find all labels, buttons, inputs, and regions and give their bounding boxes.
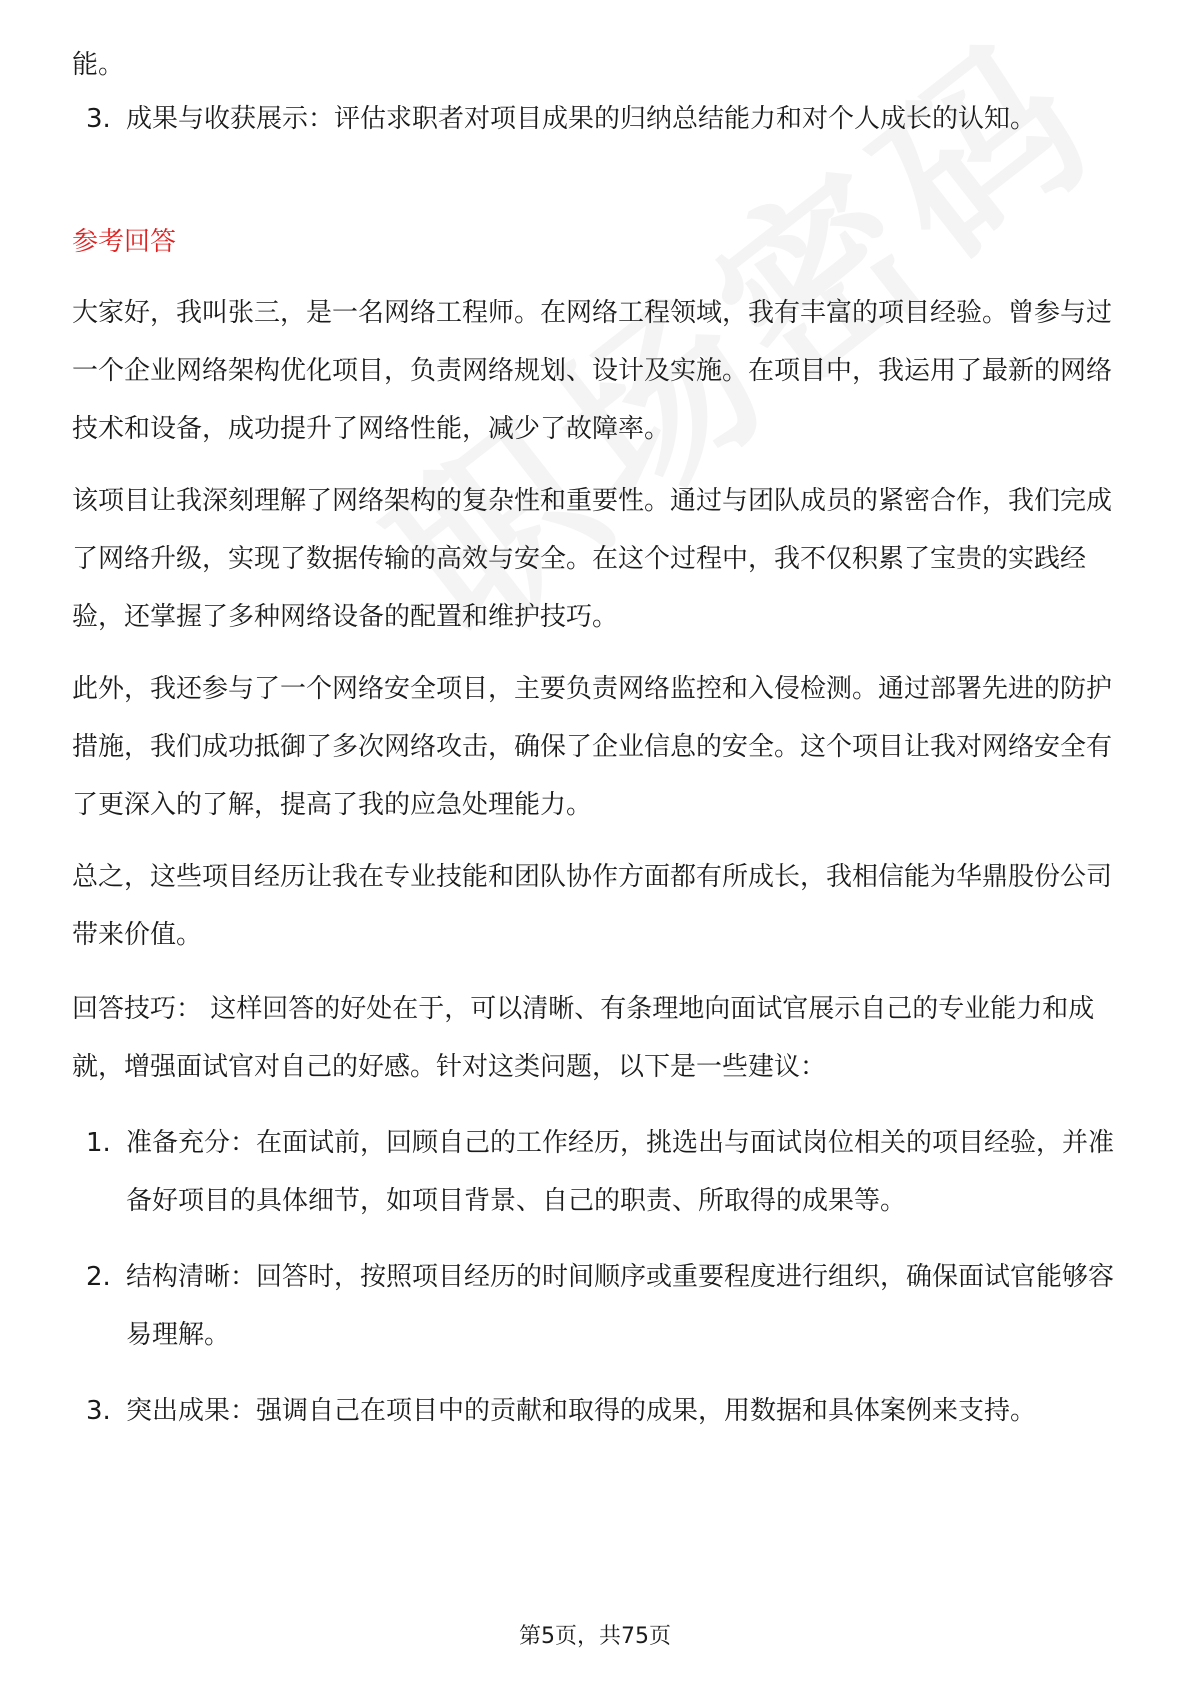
list-item-text: 结构清晰：回答时，按照项目经历的时间顺序或重要程度进行组织，确保面试官能够容易理解。 [126,1262,1115,1350]
answer-paragraph-2: 该项目让我深刻理解了网络架构的复杂性和重要性。通过与团队成员的紧密合作，我们完成了网络升级，实现了数据传输的高效与安全。在这个过程中，我不仅积累了宝贵的实践经验，还掌握了多种网络设备的配置和维护技巧。 [72,486,1113,632]
list-number: 3. [86,1396,111,1426]
document-page [72,0,1122,1684]
tip-list-item-1 [72,1114,1122,1230]
intro-list-item-3 [72,90,1122,148]
list-item-text: 准备充分：在面试前，回顾自己的工作经历，挑选出与面试岗位相关的项目经验，并准备好项目的具体细节，如项目背景、自己的职责、所取得的成果等。 [126,1128,1115,1216]
tip-list-item-3 [72,1382,1122,1440]
answer-paragraph-3: 此外，我还参与了一个网络安全项目，主要负责网络监控和入侵检测。通过部署先进的防护措施，我们成功抵御了多次网络攻击，确保了企业信息的安全。这个项目让我对网络安全有了更深入的了解，提高了我的应急处理能力。 [72,674,1113,820]
list-item-text: 突出成果：强调自己在项目中的贡献和取得的成果，用数据和具体案例来支持。 [126,1396,1037,1426]
list-number: 2. [86,1262,111,1292]
section-heading: 参考回答 [72,227,177,257]
answer-paragraph-1: 大家好，我叫张三，是一名网络工程师。在网络工程领域，我有丰富的项目经验。曾参与过一个企业网络架构优化项目，负责网络规划、设计及实施。在项目中，我运用了最新的网络技术和设备，成功提升了网络性能，减少了故障率。 [72,298,1113,444]
top-continuation-text: 能。 [72,50,125,80]
list-number: 1. [86,1128,111,1158]
answer-paragraph-4: 总之，这些项目经历让我在专业技能和团队协作方面都有所成长，我相信能为华鼎股份公司带来价值。 [72,862,1113,950]
page-footer: 第5页，共75页 [519,1624,671,1649]
list-number: 3. [86,104,111,134]
answer-tips-paragraph: 回答技巧： 这样回答的好处在于，可以清晰、有条理地向面试官展示自己的专业能力和成就，增强面试官对自己的好感。针对这类问题，以下是一些建议： [72,994,1095,1082]
list-item-text: 成果与收获展示：评估求职者对项目成果的归纳总结能力和对个人成长的认知。 [126,104,1037,134]
tip-list-item-2 [72,1248,1122,1364]
